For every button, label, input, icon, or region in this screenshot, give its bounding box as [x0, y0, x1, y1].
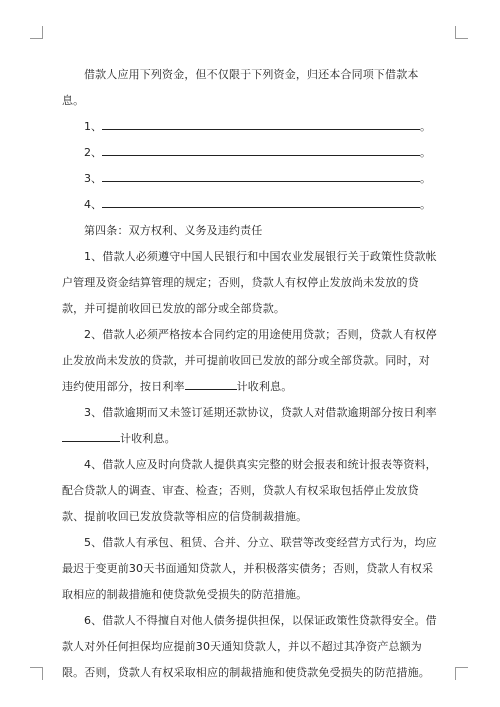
crop-mark-bottom-right — [455, 667, 468, 680]
list-item — [62, 192, 440, 218]
list-item — [62, 140, 440, 166]
clause-6: 6、借款人不得擅自对他人债务提供担保，以保证政策性贷款得安全。借款人对外任何担保均应提前30天通知贷款人，并以不超过其净资产总额为限。否则，贷款人有权采取相应的制裁措施和使贷款免受损失的防范措施。 — [62, 614, 437, 679]
article-heading: 第四条：双方权利、义务及违约责任 — [84, 224, 263, 237]
list-number: 3、 — [84, 172, 102, 185]
list-end: 。 — [420, 120, 431, 133]
clause-3-tail: 计收利息。 — [120, 432, 176, 445]
list-end: 。 — [420, 146, 431, 159]
clause-2-tail: 计收利息。 — [236, 380, 293, 393]
fill-in-line[interactable] — [102, 169, 420, 182]
clause-5: 5、借款人有承包、租赁、合并、分立、联营等改变经营方式行为，均应最迟于变更前30天书面通知贷款人，并积极落实债务；否则，贷款人有权采取相应的制裁措施和使贷款免受损失的防范措施。 — [62, 536, 437, 601]
list-number: 4、 — [84, 198, 102, 211]
crop-mark-top-right — [455, 26, 468, 39]
crop-mark-bottom-left — [30, 667, 43, 680]
document-page — [62, 62, 440, 686]
crop-mark-top-left — [30, 26, 43, 39]
list-item — [62, 166, 440, 192]
list-end: 。 — [420, 198, 431, 211]
repayment-source-list — [62, 114, 440, 218]
fill-in-line[interactable] — [102, 143, 420, 156]
list-number: 2、 — [84, 146, 102, 159]
clause-2-text: 2、借款人必须严格按本合同约定的用途使用贷款；否则，贷款人有权停止发放尚未发放的贷款，并可提前收回已发放的部分或全部贷款。同时，对违约使用部分，按日利率 — [62, 328, 437, 393]
fill-in-line[interactable] — [102, 195, 420, 208]
clause-4: 4、借款人应及时向贷款人提供真实完整的财会报表和统计报表等资料，配合贷款人的调查、审查、检查；否则，贷款人有权采取包括停止发放贷款、提前收回已发放贷款等相应的信贷制裁措施。 — [62, 458, 437, 523]
daily-rate-blank[interactable] — [185, 377, 237, 390]
intro-paragraph: 借款人应用下列资金，但不仅限于下列资金，归还本合同项下借款本息。 — [62, 68, 419, 107]
fill-in-line[interactable] — [102, 117, 420, 130]
clause-2 — [62, 322, 440, 400]
list-number: 1、 — [84, 120, 102, 133]
overdue-rate-blank-cont[interactable] — [102, 429, 120, 442]
overdue-rate-blank[interactable] — [62, 429, 102, 442]
clause-3-text: 3、借款逾期而又未签订延期还款协议，贷款人对借款逾期部分按日利率 — [84, 406, 437, 419]
clause-1: 1、借款人必须遵守中国人民银行和中国农业发展银行关于政策性贷款帐户管理及资金结算管理的规定；否则，贷款人有权停止发放尚未发放的贷款，并可提前收回已发放的部分或全部贷款。 — [62, 250, 437, 315]
clause-3 — [62, 400, 440, 452]
list-end: 。 — [420, 172, 431, 185]
list-item — [62, 114, 440, 140]
